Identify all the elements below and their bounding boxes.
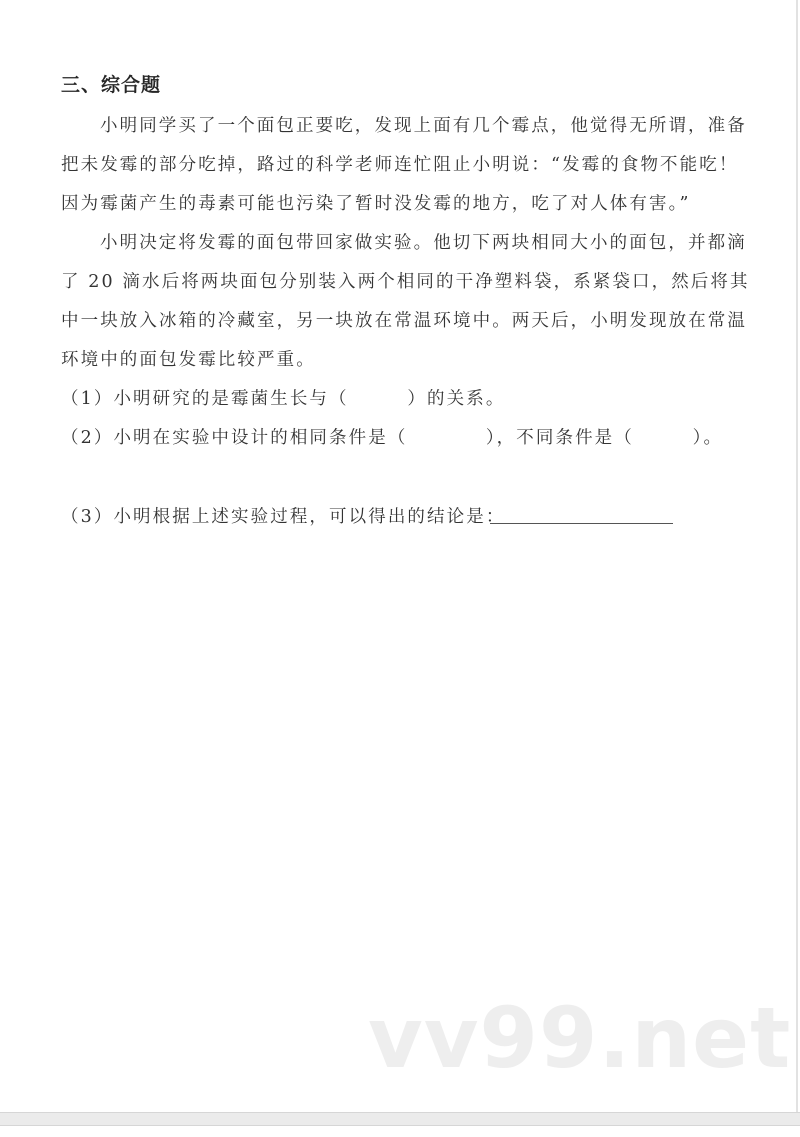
question-3-text: 小明根据上述实验过程，可以得出的结论是： xyxy=(113,507,506,527)
passage-p2-line-4: 环境中的面包发霉比较严重。 xyxy=(61,350,316,370)
question-3-number: （3） xyxy=(61,507,114,527)
question-2 xyxy=(61,427,723,449)
next-page-edge xyxy=(0,1126,800,1137)
passage-p1-line-3: 因为霉菌产生的毒素可能也污染了暂时没发霉的地方，吃了对人体有害。” xyxy=(61,194,691,214)
question-1-number: （1） xyxy=(61,389,114,409)
question-1-text: 小明研究的是霉菌生长与（ ）的关系。 xyxy=(113,389,506,409)
passage-p2-line-3: 中一块放入冰箱的冷藏室，另一块放在常温环境中。两天后，小明发现放在常温 xyxy=(61,311,747,331)
passage-p1-line-2: 把未发霉的部分吃掉，路过的科学老师连忙阻止小明说：“发霉的食物不能吃！ xyxy=(61,155,739,175)
question-1 xyxy=(61,388,505,410)
answer-blank-line xyxy=(490,523,673,524)
passage-p2-line-1: 小明决定将发霉的面包带回家做实验。他切下两块相同大小的面包，并都滴 xyxy=(100,233,747,253)
section-title: 三、综合题 xyxy=(61,74,162,96)
question-2-text: 小明在实验中设计的相同条件是（ ），不同条件是（ ）。 xyxy=(113,428,724,448)
passage-p2-line-2: 了 20 滴水后将两块面包分别装入两个相同的干净塑料袋，系紧袋口，然后将其 xyxy=(61,272,750,292)
passage-p1-line-1: 小明同学买了一个面包正要吃，发现上面有几个霉点，他觉得无所谓，准备 xyxy=(100,116,747,136)
watermark: vv99.net xyxy=(368,989,792,1087)
page-separator xyxy=(0,1112,800,1126)
question-3 xyxy=(61,506,505,528)
question-2-number: （2） xyxy=(61,428,114,448)
